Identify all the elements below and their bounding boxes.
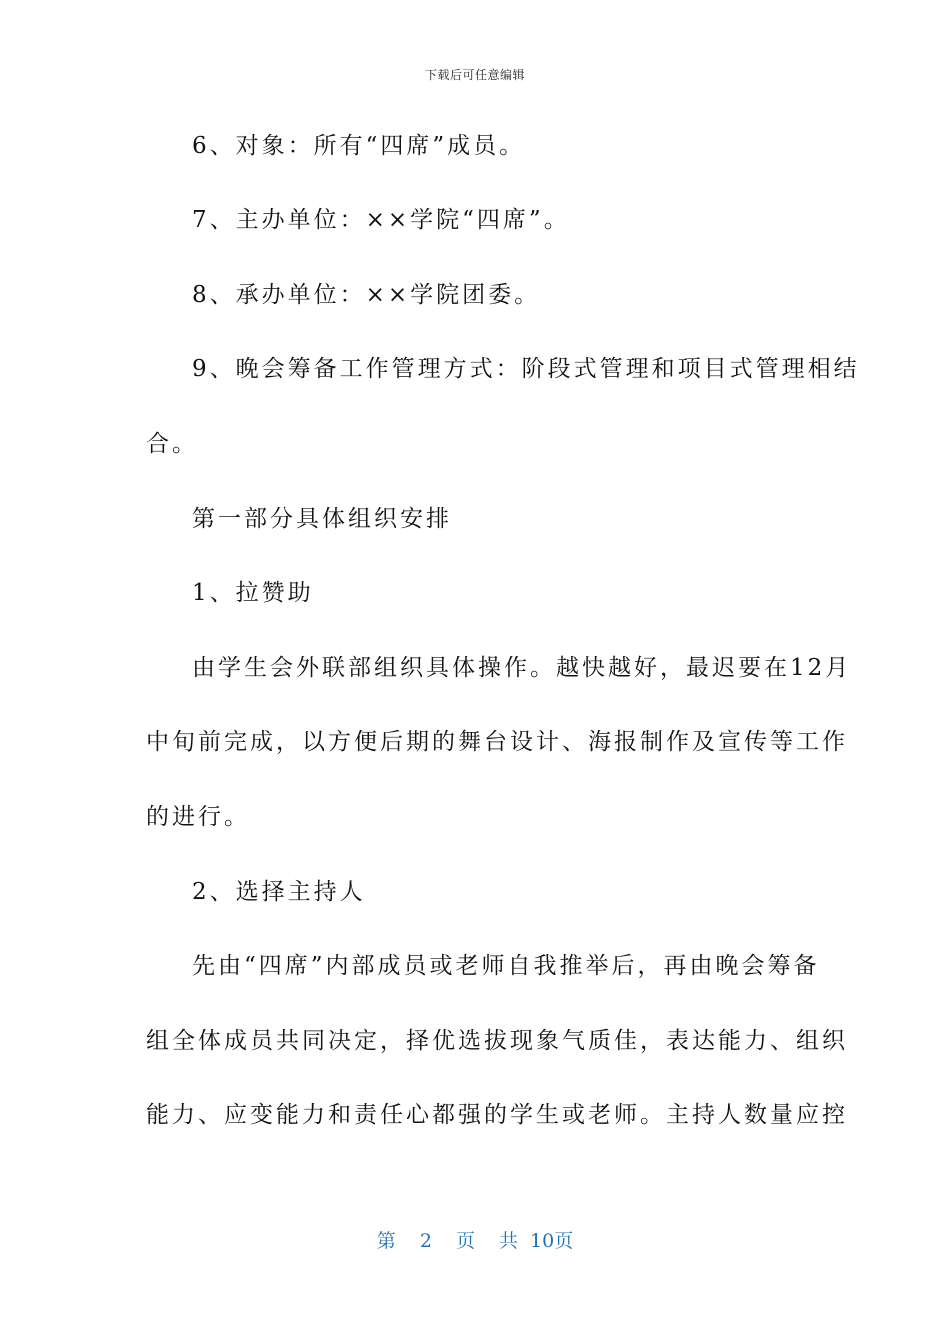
subheading-host-selection: 2、选择主持人	[192, 879, 366, 905]
page-footer	[0, 1226, 950, 1253]
header-note: 下载后可任意编辑	[424, 68, 525, 82]
body-line-management-method: 9、晚会筹备工作管理方式：阶段式管理和项目式管理相结	[192, 356, 860, 382]
body-line-object: 6、对象：所有“四席”成员。	[192, 133, 526, 159]
section-heading: 第一部分具体组织安排	[192, 506, 452, 532]
paragraph-sponsorship-line-2: 中旬前完成，以方便后期的舞台设计、海报制作及宣传等工作	[146, 729, 848, 755]
footer-prefix: 第	[376, 1230, 396, 1252]
paragraph-host-line-3: 能力、应变能力和责任心都强的学生或老师。主持人数量应控	[146, 1102, 848, 1128]
footer-current-page: 2	[419, 1230, 432, 1252]
paragraph-host-line-1: 先由“四席”内部成员或老师自我推举后，再由晚会筹备	[192, 953, 820, 979]
footer-page-word: 页	[455, 1230, 475, 1252]
footer-total-prefix: 共	[499, 1230, 519, 1252]
paragraph-sponsorship-line-3: 的进行。	[146, 804, 250, 830]
body-line-management-method-cont: 合。	[146, 431, 198, 457]
paragraph-host-line-2: 组全体成员共同决定，择优选拔现象气质佳，表达能力、组织	[146, 1028, 848, 1054]
subheading-sponsorship: 1、拉赞助	[192, 580, 314, 606]
body-line-organizer-unit: 8、承办单位：××学院团委。	[192, 282, 541, 308]
paragraph-sponsorship-line-1: 由学生会外联部组织具体操作。越快越好，最迟要在12月	[192, 655, 852, 681]
footer-total-pages: 10页	[530, 1230, 574, 1252]
body-line-host-unit: 7、主办单位：××学院“四席”。	[192, 207, 570, 233]
